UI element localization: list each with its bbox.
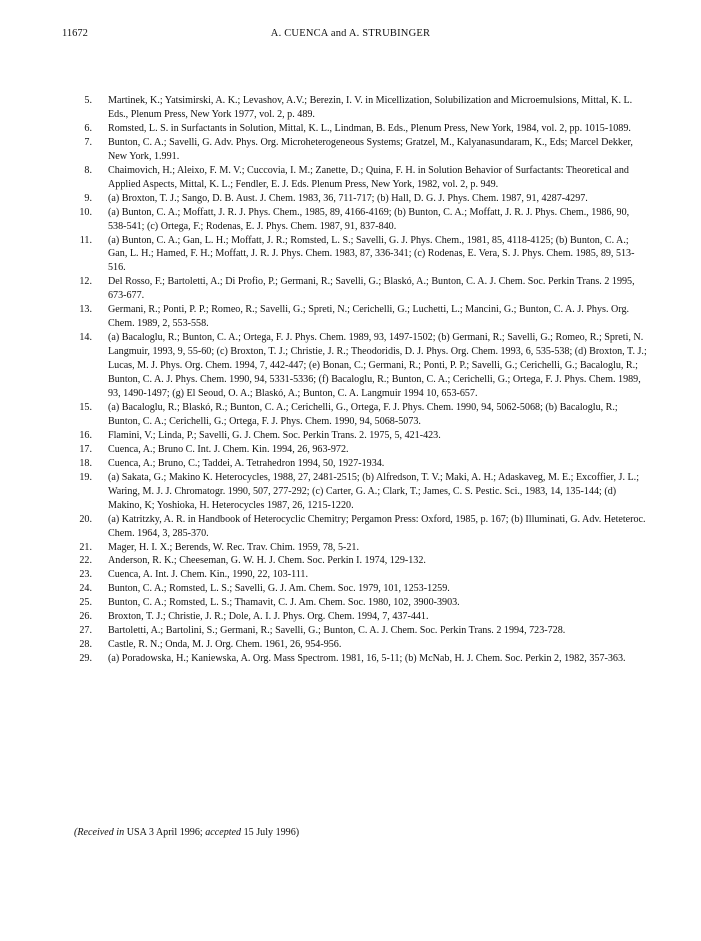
reference-number: 7.: [84, 136, 92, 148]
reference-text: Cuenca, A.; Bruno, C.; Taddei, A. Tetrahedron 1994, 50, 1927-1934.: [108, 457, 385, 469]
reference-item: [74, 610, 650, 624]
reference-text: Germani, R.; Ponti, P. P.; Romeo, R.; Savelli, G.; Spreti, N.; Cerichelli, G.; Luchetti, L.; Mancini, G.; Bunton, C. A. J. Phys. Org. Chem. 1989, 2, 553-558.: [108, 304, 630, 330]
reference-text: (a) Bacaloglu, R.; Bunton, C. A.; Ortega, F. J. Phys. Chem. 1989, 93, 1497-1502; (b) Germani, R.; Savelli, G.; Romeo, R.; Spreti, N. Langmuir, 1993, 9, 55-60; (c) Broxton, T. J.; Christie, J. R.; Theodoridis, D. J. Phys. Org. Chem. 1993, 6, 535-538; (d) Broxton, T. J.; Lucas, M. J. Phys. Org. Chem. 1994, 7, 442-447; (e) Bonan, C.; Germani, R.; Ponti, P. P.; Savelli, G.; Cerichelli, G.; Bacaloglu, R.; Bunton, C. A. J. Phys. Chem. 1990, 94, 5331-5336; (f) Bacaloglu, R.; Bunton, C. A.; Cerichelli, G.; Ortega, F. J. Phys. Chem. 1989, 93, 1490-1497; (g) El Seoud, O. A.; Blaskó, A.; Bunton, C. A. Langmuir 1994 10, 653-657.: [108, 332, 647, 400]
reference-text: Anderson, R. K.; Cheeseman, G. W. H. J. Chem. Soc. Perkin I. 1974, 129-132.: [108, 555, 426, 567]
running-head-authors: A. CUENCA and A. STRUBINGER: [270, 28, 431, 39]
reference-number: 15.: [79, 401, 92, 413]
received-note: [74, 827, 299, 838]
reference-item: [74, 652, 650, 666]
reference-text: (a) Bunton, C. A.; Gan, L. H.; Moffatt, J. R.; Romsted, L. S.; Savelli, G. J. Phys. Chem., 1981, 85, 4118-4125; (b) Bunton, C. A.; Gan, L. H.; Hamed, F. H.; Moffatt, J. R. J. Phys. Chem. 1983, 87, 336-341; (c) Rodenas, E. Vera, S. J. Phys. Chem. 1985, 89, 513-516.: [108, 234, 635, 274]
received-label: (Received in: [74, 827, 127, 838]
reference-item: [74, 401, 650, 429]
reference-item: [74, 164, 650, 192]
reference-item: [74, 568, 650, 582]
reference-text: (a) Broxton, T. J.; Sango, D. B. Aust. J. Chem. 1983, 36, 711-717; (b) Hall, D. G. J. Phys. Chem. 1987, 91, 4287-4297.: [108, 192, 588, 204]
reference-list: [74, 94, 650, 666]
reference-item: [74, 554, 650, 568]
reference-text: Bartoletti, A.; Bartolini, S.; Germani, R.; Savelli, G.; Bunton, C. A. J. Chem. Soc. Perkin Trans. 2 1994, 723-728.: [108, 625, 566, 637]
reference-text: Chaimovich, H.; Aleixo, F. M. V.; Cuccovia, I. M.; Zanette, D.; Quina, F. H. in Solution Behavior of Surfactants: Theoretical and Applied Aspects, Mittal, K. L.; Fendler, E. J. Eds. Plenum Press, New York, 1982, vol. 2, p. 949.: [108, 164, 629, 190]
reference-item: [74, 136, 650, 164]
received-place: USA: [126, 827, 147, 838]
reference-text: (a) Poradowska, H.; Kaniewska, A. Org. Mass Spectrom. 1981, 16, 5-11; (b) McNab, H. J. Chem. Soc. Perkin 2, 1982, 357-363.: [108, 653, 626, 665]
reference-text: Flamini, V.; Linda, P.; Savelli, G. J. Chem. Soc. Perkin Trans. 2. 1975, 5, 421-423.: [108, 429, 441, 441]
reference-number: 13.: [79, 304, 92, 316]
reference-text: Broxton, T. J.; Christie, J. R.; Dole, A. I. J. Phys. Org. Chem. 1994, 7, 437-441.: [108, 611, 429, 623]
reference-item: [74, 596, 650, 610]
reference-item: [74, 443, 650, 457]
reference-number: 14.: [79, 332, 92, 344]
reference-text: Cuenca, A. Int. J. Chem. Kin., 1990, 22, 103-111.: [108, 569, 308, 581]
reference-number: 6.: [84, 122, 92, 134]
reference-text: Del Rosso, F.; Bartoletti, A.; Di Profio, P.; Germani, R.; Savelli, G.; Blaskó, A.; Bunton, C. A. J. Chem. Soc. Perkin Trans. 2 1995, 673-677.: [108, 276, 635, 302]
reference-number: 20.: [79, 513, 92, 525]
reference-number: 29.: [79, 653, 92, 665]
reference-text: Cuenca, A.; Bruno C. Int. J. Chem. Kin. 1994, 26, 963-972.: [108, 443, 349, 455]
accepted-label: accepted: [205, 827, 242, 838]
reference-text: (a) Bunton, C. A.; Moffatt, J. R. J. Phys. Chem., 1985, 89, 4166-4169; (b) Bunton, C. A.; Moffatt, J. R. J. Phys. Chem., 1986, 90, 538-541; (c) Ortega, F.; Rodenas, E. J. Phys. Chem. 1987, 91, 837-840.: [108, 206, 630, 232]
reference-number: 17.: [79, 443, 92, 455]
reference-number: 5.: [84, 95, 92, 106]
reference-number: 28.: [79, 639, 92, 651]
reference-text: (a) Sakata, G.; Makino K. Heterocycles, 1988, 27, 2481-2515; (b) Alfredson, T. V.; Maki, A. H.; Adaskaveg, M. E.; Excoffier, J. L.; Waring, M. J. J. Chromatogr. 1990, 507, 277-292; (c) Carter, G. A.; Clark, T.; James, C. S. Pestic. Sci., 1983, 14, 135-144; (d) Makino, K; Yoshioka, H. Heterocycles 1987, 26, 1215-1220.: [108, 471, 640, 511]
reference-number: 23.: [79, 569, 92, 581]
reference-text: Bunton, C. A.; Romsted, L. S.; Savelli, G. J. Am. Chem. Soc. 1979, 101, 1253-1259.: [108, 583, 450, 595]
reference-text: Romsted, L. S. in Surfactants in Solution, Mittal, K. L., Lindman, B. Eds., Plenum Press, New York, 1984, vol. 2, pp. 1015-1089.: [108, 122, 631, 134]
reference-item: [74, 638, 650, 652]
reference-text: (a) Bacaloglu, R.; Blaskó, R.; Bunton, C. A.; Cerichelli, G., Ortega, F. J. Phys. Chem. 1990, 94, 5062-5068; (b) Bacaloglu, R.; Bunton, C. A.; Cerichelli, G.; Ortega, F. J. Phys. Chem. 1990, 94, 5068-5073.: [108, 401, 618, 427]
reference-item: [74, 624, 650, 638]
reference-item: [74, 122, 650, 136]
running-header: [62, 28, 639, 42]
reference-number: 12.: [79, 276, 92, 288]
reference-number: 27.: [79, 625, 92, 637]
reference-item: [74, 429, 650, 443]
reference-number: 21.: [79, 541, 92, 553]
reference-number: 18.: [79, 457, 92, 469]
reference-text: Bunton, C. A.; Savelli, G. Adv. Phys. Org. Microheterogeneous Systems; Gratzel, M., Kalyanasundaram, K., Eds; Marcel Dekker, New York, 1.991.: [108, 136, 633, 162]
reference-number: 19.: [79, 471, 92, 483]
reference-item: [74, 275, 650, 303]
reference-number: 24.: [79, 583, 92, 595]
reference-item: [74, 234, 650, 276]
reference-text: Mager, H. I. X.; Berends, W. Rec. Trav. Chim. 1959, 78, 5-21.: [108, 541, 359, 553]
reference-number: 26.: [79, 611, 92, 623]
reference-item: [74, 192, 650, 206]
reference-text: Castle, R. N.; Onda, M. J. Org. Chem. 1961, 26, 954-956.: [108, 639, 342, 651]
reference-text: Bunton, C. A.; Romsted, L. S.; Thamavit, C. J. Am. Chem. Soc. 1980, 102, 3900-3903.: [108, 597, 460, 609]
reference-item: [74, 206, 650, 234]
accepted-date: 15 July 1996): [241, 827, 300, 838]
reference-item: [74, 471, 650, 513]
reference-number: 22.: [79, 555, 92, 567]
received-date: 3 April 1996;: [146, 827, 206, 838]
reference-item: [74, 513, 650, 541]
reference-item: [74, 331, 650, 401]
reference-item: [74, 582, 650, 596]
reference-number: 8.: [84, 164, 92, 176]
reference-item: [74, 303, 650, 331]
page-number: 11672: [62, 28, 88, 39]
reference-number: 10.: [79, 206, 92, 218]
reference-text: (a) Katritzky, A. R. in Handbook of Heterocyclic Chemitry; Pergamon Press: Oxford, 1985, p. 167; (b) Illuminati, G. Adv. Heteteroc. Chem. 1964, 3, 285-370.: [108, 513, 646, 539]
reference-number: 16.: [79, 429, 92, 441]
reference-item: [74, 457, 650, 471]
reference-item: [74, 94, 650, 122]
reference-number: 11.: [79, 234, 92, 246]
reference-text: Martinek, K.; Yatsimirski, A. K.; Levashov, A.V.; Berezin, I. V. in Micellization, Solubilization and Microemulsions, Mittal, K. L. Eds., Plenum Press, New York 1977, vol. 2, p. 489.: [108, 95, 633, 120]
reference-item: [74, 541, 650, 555]
reference-number: 9.: [84, 192, 92, 204]
reference-number: 25.: [79, 597, 92, 609]
